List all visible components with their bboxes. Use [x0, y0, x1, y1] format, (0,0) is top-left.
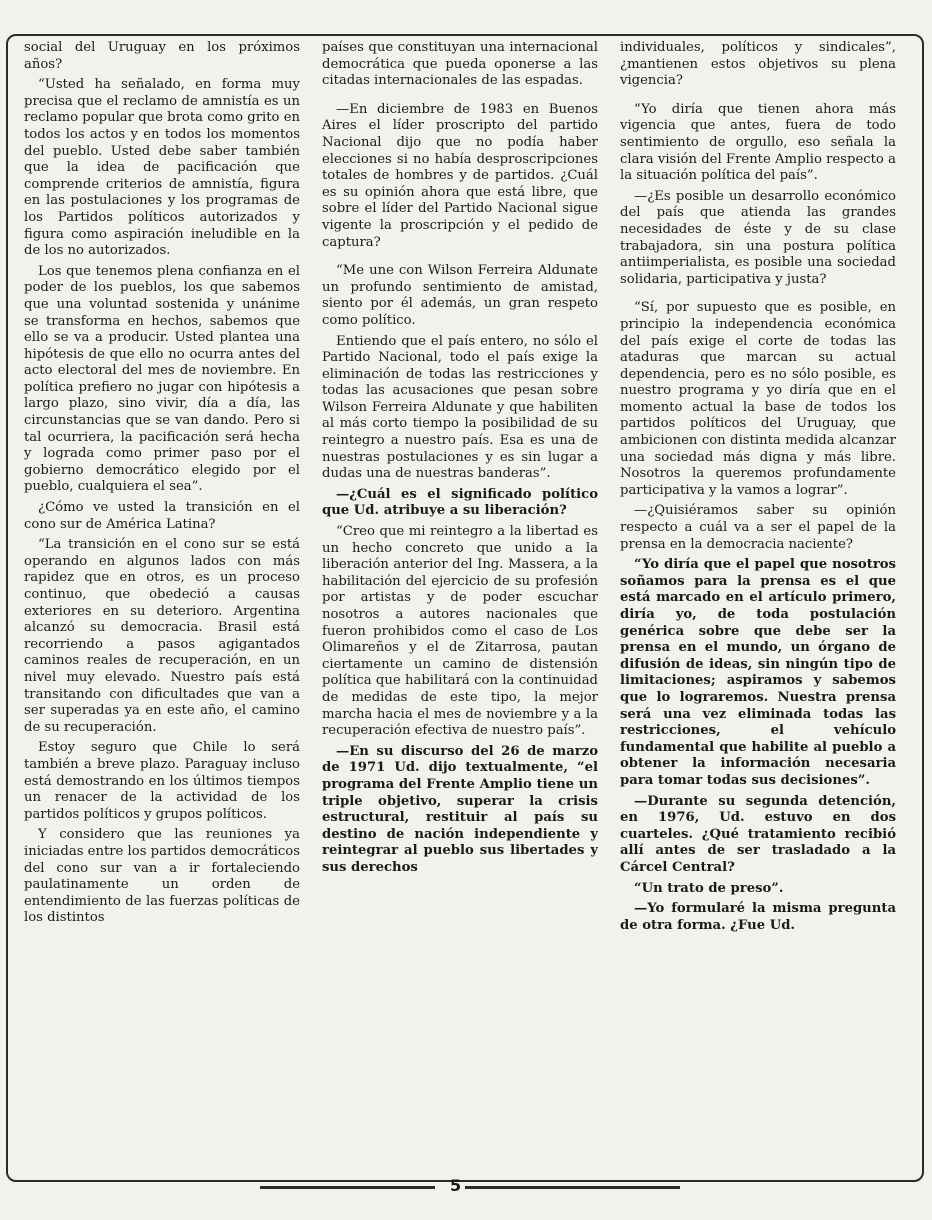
paragraph: “Sí, por supuesto que es posible, en principio la independencia económica del país exige el corte de todas las ataduras que marcan su actual dependencia, pero es no sólo posible, es nuestro programa y yo diría que en el momento actual la base de todos los partidos políticos del Uruguay, que ambicionen con distinta medida alcanzar una sociedad más digna y más libre. Nosotros la queremos profundamente participativa y la vamos a lograr”. — [620, 300, 896, 498]
paragraph: “Creo que mi reintegro a la libertad es un hecho concreto que unido a la liberación anterior del Ing. Massera, a la habilitación del ejercicio de su profesión por artistas y de poder escuchar nosotros a autores nacionales que fueron prohibidos como el caso de Los Olimareños y el de Zitarrosa, pautan ciertamente un camino de distensión política que habilitará con la continuidad de medidas de este tipo, la mejor marcha hacia el mes de noviembre y a la recuperación efectiva de nuestro país”. — [322, 524, 598, 739]
paragraph: “La transición en el cono sur se está operando en algunos lados con más rapidez que en otros, es un proceso continuo, que obedeció a causas exteriores en su deterioro. Argentina alcanzó su democracia. Brasil está recorriendo a pasos agigantados caminos reales de recuperación, en un nivel muy elevado. Nuestro país está transitando con dificultades que van a ser superadas ya en este año, el camino de su recuperación. — [24, 537, 300, 735]
footer-rule-left — [260, 1186, 435, 1189]
paragraph: Entiendo que el país entero, no sólo el Partido Nacional, todo el país exige la eliminación de todas las restricciones y todas las acusaciones que pesan sobre Wilson Ferreira Aldunate y que habiliten al más corto tiempo la posibilidad de su reintegro a nuestro país. Esa es una de nuestras postulaciones y es sin lugar a dudas una de nuestras banderas”. — [322, 333, 598, 482]
paragraph: individuales, políticos y sindicales”, ¿mantienen estos objetivos su plena vigencia? — [620, 40, 896, 89]
paragraph: —Durante su segunda detención, en 1976, Ud. estuvo en dos cuarteles. ¿Qué tratamiento recibió allí antes de ser trasladado a la Cárcel Central? — [620, 793, 896, 875]
paragraph: “Un trato de preso”. — [634, 880, 784, 896]
paragraph: —En diciembre de 1983 en Buenos Aires el líder proscripto del partido Nacional dijo que no podía haber elecciones si no había desproscripciones totales de hombres y de partidos. ¿Cuál es su opinión ahora que está libre, que sobre el líder del Partido Nacional sigue vigente la proscripción y el pedido de captura? — [322, 101, 598, 250]
paragraph: países que constituyan una internacional democrática que pueda oponerse a las citadas internacionales de las espadas. — [322, 40, 598, 89]
column-3 — [620, 40, 896, 1174]
article-columns — [24, 40, 896, 1174]
paragraph: Los que tenemos plena confianza en el poder de los pueblos, los que sabemos que una voluntad sostenida y unánime se transforma en hechos, sabemos que ello se va a producir. Usted plantea una hipótesis de que ello no ocurra antes del acto electoral del mes de noviembre. En política prefiero no jugar con hipótesis a largo plazo, sino vivir, día a día, las circunstancias que se van dando. Pero si tal ocurriera, la pacificación será hecha y lograda como primer paso por el gobierno democrático elegido por el pueblo, cualquiera el sea”. — [24, 263, 300, 495]
paragraph: —Yo formularé la misma pregunta de otra forma. ¿Fue Ud. — [620, 901, 896, 933]
paragraph: “Yo diría que tienen ahora más vigencia que antes, fuera de todo sentimiento de orgullo, eso señala la clara visión del Frente Amplio respecto a la situación política del país”. — [620, 101, 896, 184]
paragraph: —En su discurso del 26 de marzo de 1971 Ud. dijo textualmente, “el programa del Frente Amplio tiene un triple objetivo, superar la crisis estructural, restituir al país su destino de nación independiente y reintegrar al pueblo sus libertades y sus derechos — [322, 743, 598, 875]
paragraph: ¿Cómo ve usted la transición en el cono sur de América Latina? — [24, 500, 300, 532]
page-number: 5 — [450, 1176, 462, 1195]
paragraph: —¿Cuál es el significado político que Ud. atribuye a su liberación? — [322, 486, 598, 519]
paragraph: —¿Es posible un desarrollo económico del país que atienda las grandes necesidades de éste y de su clase trabajadora, sin una postura política antiimperialista, es posible una sociedad solidaria, participativa y justa? — [620, 188, 896, 287]
paragraph: —¿Quisiéramos saber su opinión respecto a cuál va a ser el papel de la prensa en la democracia naciente? — [620, 503, 896, 552]
page-footer — [260, 1178, 680, 1194]
paragraph: “Me une con Wilson Ferreira Aldunate un profundo sentimiento de amistad, siento por él además, un gran respeto como político. — [322, 263, 598, 328]
column-1 — [24, 40, 300, 1174]
paragraph: social del Uruguay en los próximos años? — [24, 40, 300, 72]
paragraph: “Usted ha señalado, en forma muy precisa que el reclamo de amnistía es un reclamo popular que brota como grito en todos los actos y en todos los momentos del pueblo. Usted debe saber también que la idea de pacificación que comprende criterios de amnistía, figura en las postulaciones y los programas de los Partidos políticos autorizados y figura como aspiración ineludible en la de los no autorizados. — [24, 77, 300, 259]
paragraph: Estoy seguro que Chile lo será también a breve plazo. Paraguay incluso está demostrando en los últimos tiempos un renacer de la actividad de los partidos políticos y grupos políticos. — [24, 740, 300, 822]
paragraph: Y considero que las reuniones ya iniciadas entre los partidos democráticos del cono sur van a ir fortaleciendo paulatinamente un orden de entendimiento de las fuerzas políticas de los distintos — [24, 827, 300, 926]
footer-rule-right — [465, 1186, 680, 1189]
column-2 — [322, 40, 598, 1174]
paragraph: “Yo diría que el papel que nosotros soñamos para la prensa es el que está marcado en el artículo primero, diría yo, de toda postulación genérica sobre que debe ser la prensa en el mundo, un órgano de difusión de ideas, sin ningún tipo de limitaciones; aspiramos y sabemos que lo lograremos. Nuestra prensa será una vez eliminada todas las restricciones, el vehículo fundamental que habilite al pueblo a obtener la información necesaria para tomar todas sus decisiones”. — [620, 557, 896, 788]
